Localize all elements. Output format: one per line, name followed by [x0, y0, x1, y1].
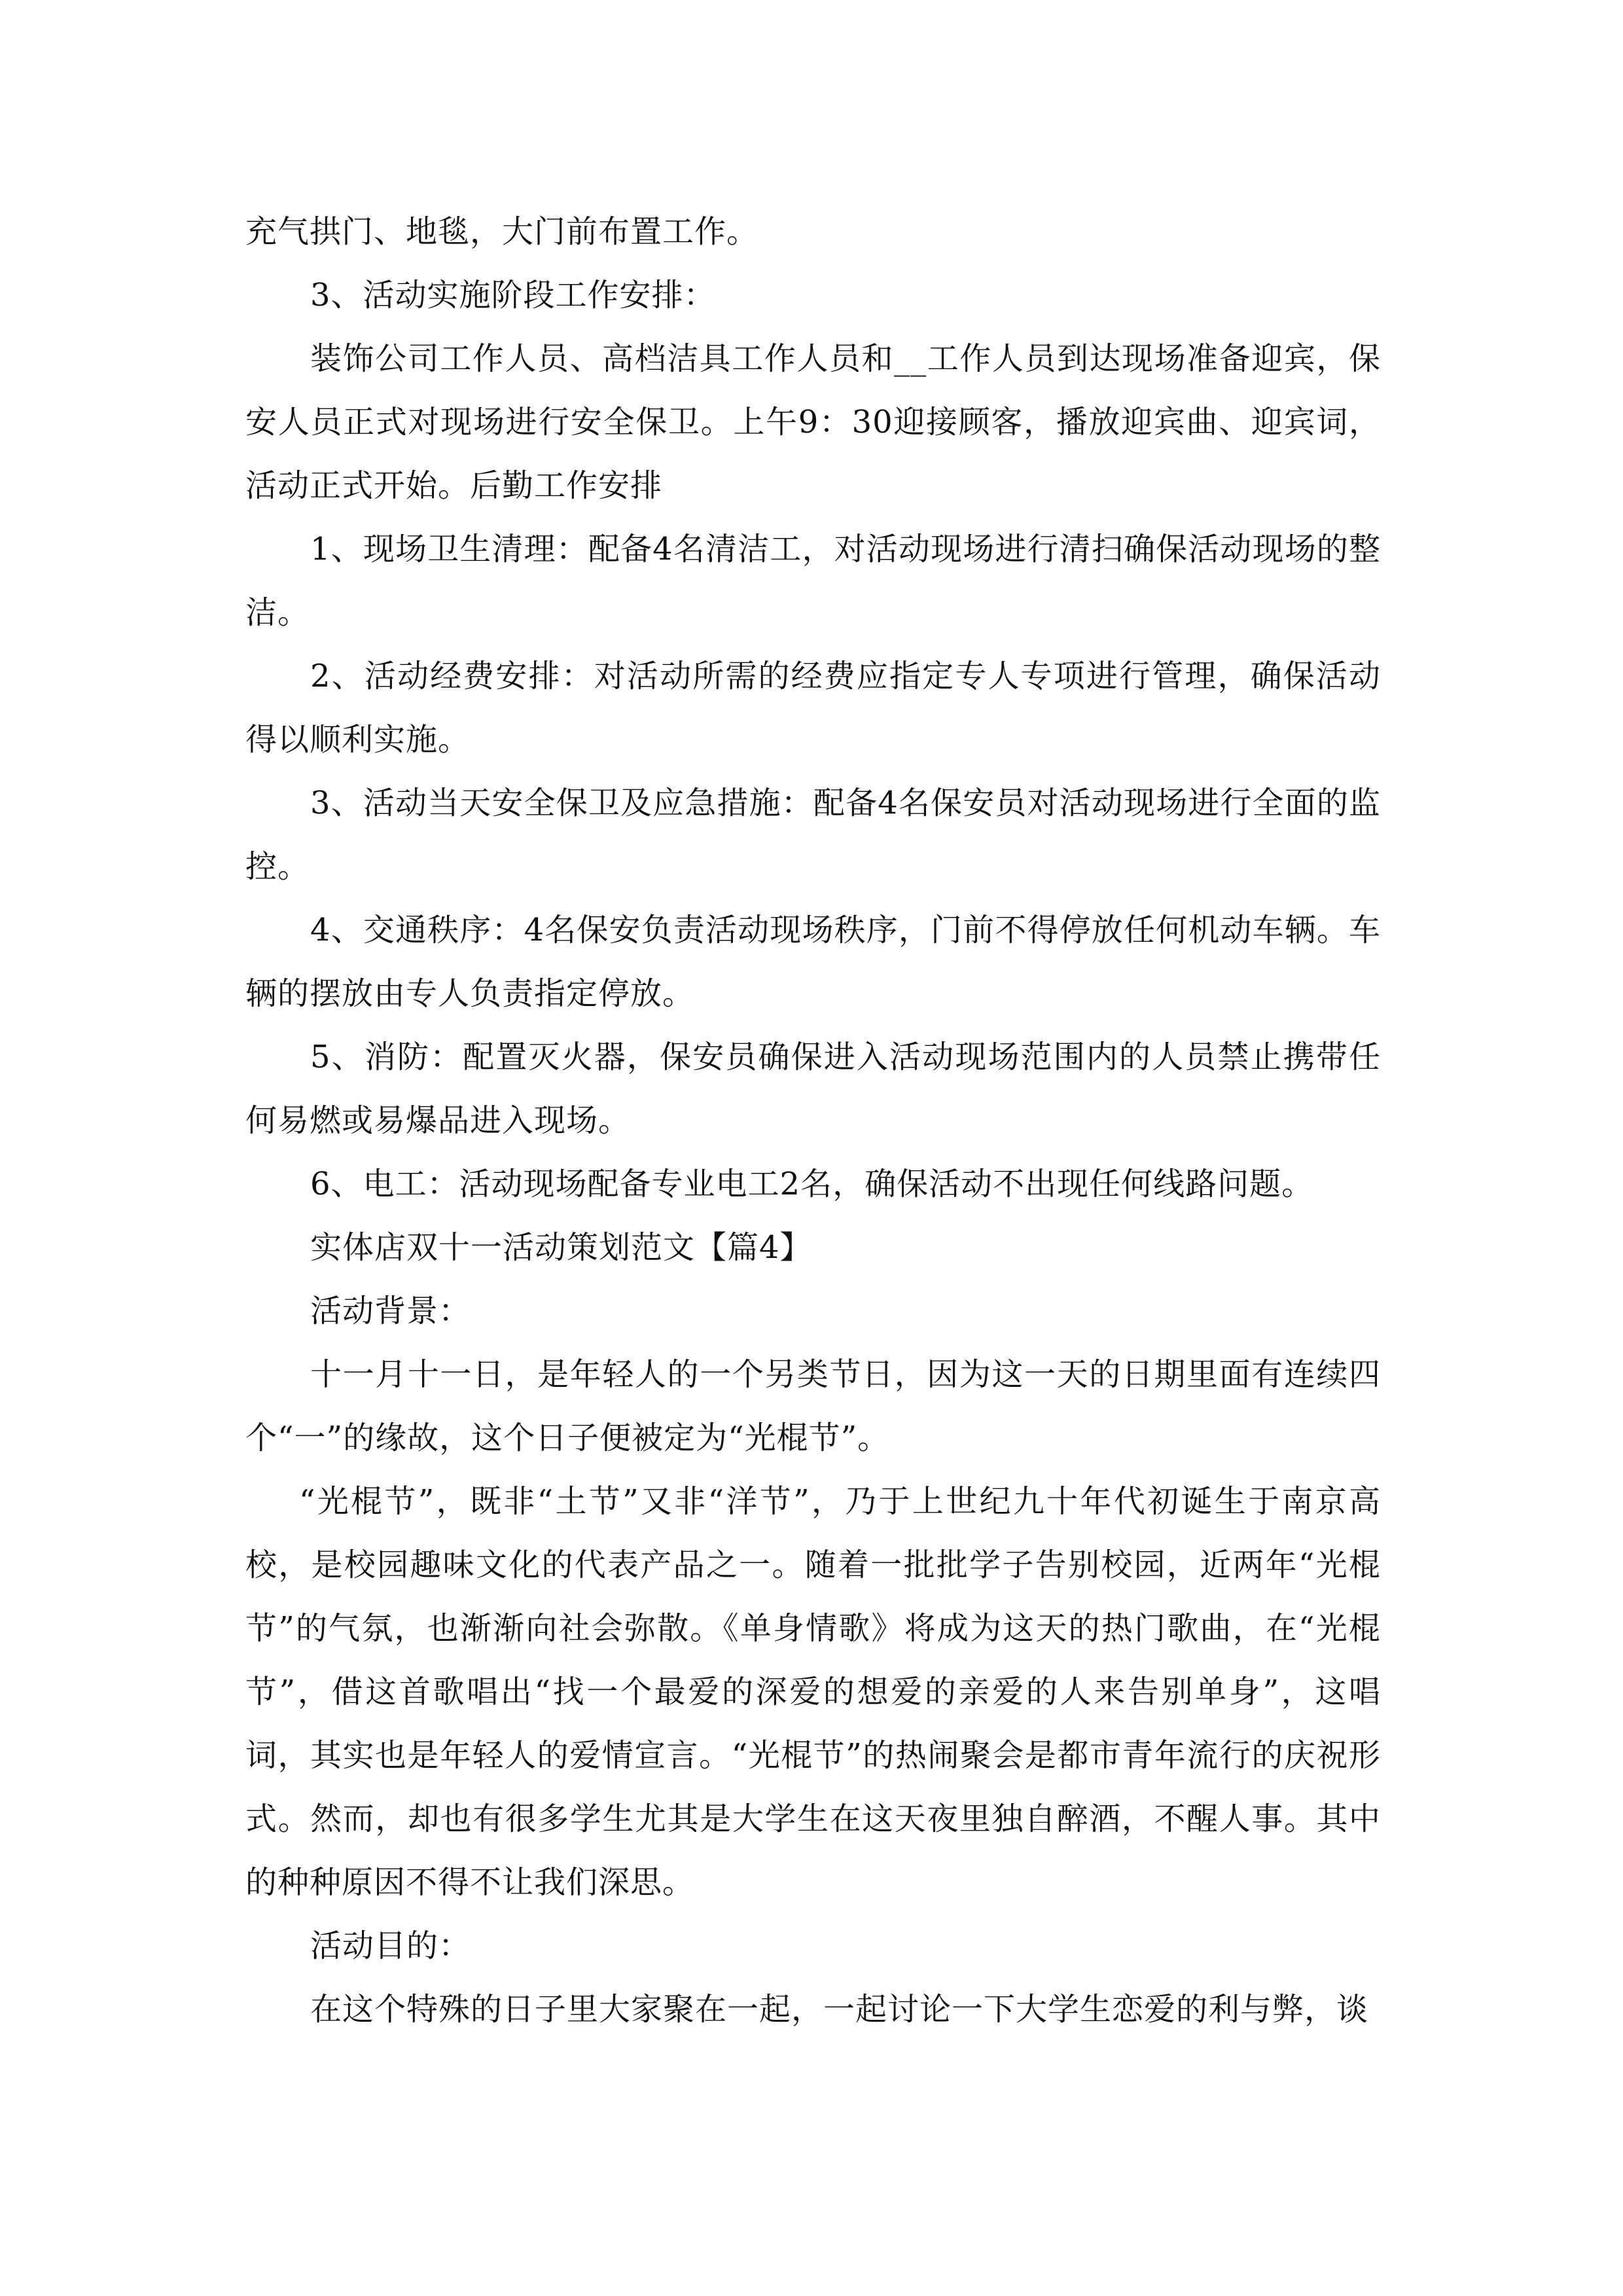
document-page — [245, 200, 1381, 2041]
list-item-cleaning: 1、现场卫生清理：配备4名清洁工，对活动现场进行清扫确保活动现场的整洁。 — [245, 531, 1381, 631]
list-item-budget: 2、活动经费安排：对活动所需的经费应指定专人专项进行管理，确保活动得以顺利实施。 — [245, 658, 1381, 758]
list-item-security: 3、活动当天安全保卫及应急措施：配备4名保安员对活动现场进行全面的监控。 — [245, 785, 1381, 885]
list-item-fire: 5、消防：配置灭火器，保安员确保进入活动现场范围内的人员禁止携带任何易燃或易爆品进入现场。 — [245, 1039, 1381, 1139]
section-heading-purpose: 活动目的： — [310, 1928, 471, 1964]
paragraph-background-1: 十一月十一日，是年轻人的一个另类节日，因为这一天的日期里面有连续四个“一”的缘故，这个日子便被定为“光棍节”。 — [245, 1356, 1381, 1456]
paragraph-background-2: “光棍节”，既非“土节”又非“洋节”，乃于上世纪九十年代初诞生于南京高校，是校园趣味文化的代表产品之一。随着一批批学子告别校园，近两年“光棍节”的气氛，也渐渐向社会弥散。《单身情歌》将成为这天的热门歌曲，在“光棍节”，借这首歌唱出“找一个最爱的深爱的想爱的亲爱的人来告别单身”，这唱词，其实也是年轻人的爱情宣言。“光棍节”的热闹聚会是都市青年流行的庆祝形式。然而，却也有很多学生尤其是大学生在这天夜里独自醉酒，不醒人事。其中的种种原因不得不让我们深思。 — [245, 1483, 1381, 1901]
section-heading-implementation: 3、活动实施阶段工作安排： — [310, 277, 716, 314]
section-heading-background: 活动背景： — [310, 1293, 471, 1329]
list-item-traffic: 4、交通秩序：4名保安负责活动现场秩序，门前不得停放任何机动车辆。车辆的摆放由专人负责指定停放。 — [245, 912, 1381, 1012]
article-title: 实体店双十一活动策划范文【篇4】 — [310, 1229, 812, 1266]
list-item-electrician: 6、电工：活动现场配备专业电工2名，确保活动不出现任何线路问题。 — [310, 1166, 1314, 1202]
paragraph-implementation: 装饰公司工作人员、高档洁具工作人员和__工作人员到达现场准备迎宾，保安人员正式对现场进行安全保卫。上午9：30迎接顾客，播放迎宾曲、迎宾词，活动正式开始。后勤工作安排 — [245, 340, 1381, 504]
paragraph-purpose: 在这个特殊的日子里大家聚在一起，一起讨论一下大学生恋爱的利与弊，谈 — [310, 1991, 1369, 2028]
paragraph-arch-setup: 充气拱门、地毯，大门前布置工作。 — [245, 213, 759, 250]
